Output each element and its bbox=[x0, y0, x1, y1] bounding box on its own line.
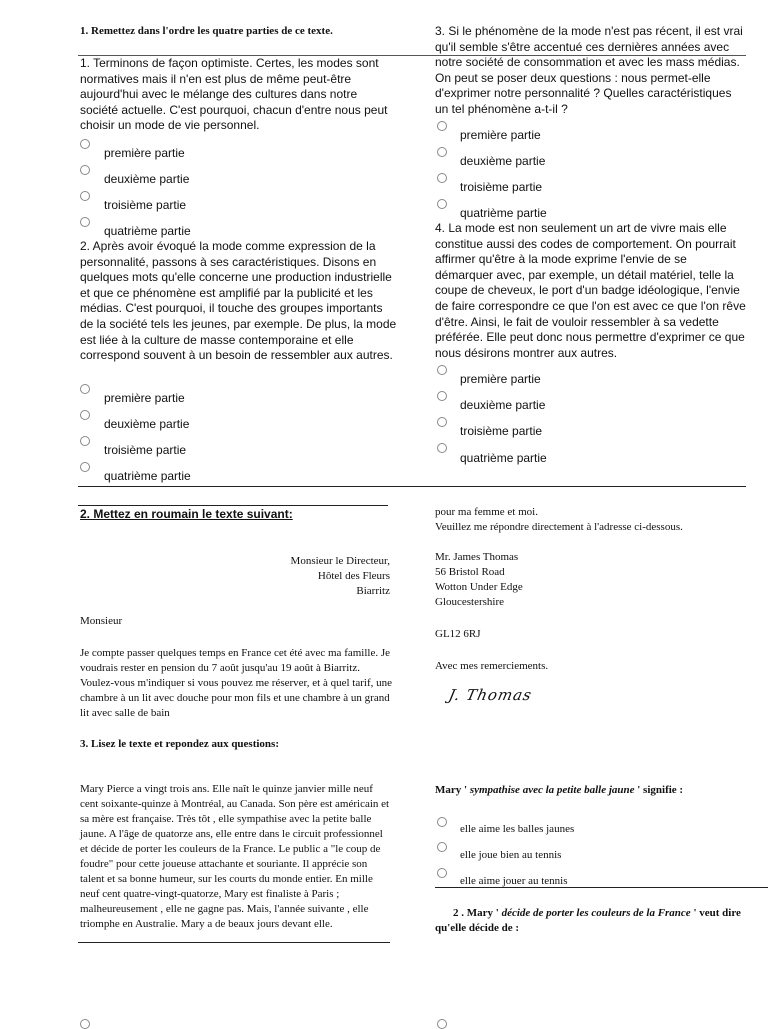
option-label: deuxième partie bbox=[104, 417, 190, 431]
address-line: Hôtel des Fleurs bbox=[317, 570, 390, 582]
signature: J. Thomas bbox=[447, 686, 534, 704]
radio-button[interactable] bbox=[437, 443, 447, 453]
address-line: Wotton Under Edge bbox=[435, 581, 523, 593]
option-label: deuxième partie bbox=[104, 172, 190, 186]
text-part-3: 3. Si le phénomène de la mode n'est pas récent, il est vrai qu'il semble s'être accentué ces dernières années avec notre société de consommation et avec les mass médias. On peut se poser deux questions : nous permet-elle d'exprimer notre personnalité ? Quelles caractéristiques un tel phénomène a-t-il ? bbox=[435, 24, 743, 116]
radio-button[interactable] bbox=[437, 1019, 447, 1029]
address-line: Monsieur le Directeur, bbox=[290, 555, 390, 567]
recipient-address bbox=[230, 554, 390, 599]
radio-button[interactable] bbox=[437, 817, 447, 827]
reading-text: Mary Pierce a vingt trois ans. Elle naît le quinze janvier mille neuf cent soixante-quinze à Montréal, au Canada. Son père est américain et sa mère est française. Très tôt , elle sympathise avec la petite balle jaune. A l'âge de quatorze ans, elle entre dans le circuit professionnel et décide de porter les couleurs de la France. Le public a "le coup de foudre" pour cette joueuse attachante et souriante. Il apprécie son talent et sa bonne humeur, sur les courts du monde entier. En mille neuf cent quatre-vingt-quatorze, Mary est finaliste à Paris ; malheureusement , elle ne gagne pas. Mais, l'année suivante , elle triomphe en Australie. Mary a de beaux jours devant elle. bbox=[80, 783, 390, 930]
letter-salutation: Monsieur bbox=[80, 615, 123, 627]
letter-body: Je compte passer quelques temps en France cet été avec ma famille. Je voudrais rester en pension du 7 août jusqu'au 19 août à Biarritz. Voulez-vous m'indiquer si vous pouvez me réserver, et à quel tarif, une chambre à un lit avec douche pour mon fils et une chambre à un grand lit avec salle de bain bbox=[80, 647, 392, 719]
letter-line: Veuillez me répondre directement à l'adresse ci-dessous. bbox=[435, 521, 683, 533]
radio-button[interactable] bbox=[437, 199, 447, 209]
question-text: Mary ' bbox=[435, 784, 468, 796]
radio-button[interactable] bbox=[437, 868, 447, 878]
text-part-4: 4. La mode est non seulement un art de vivre mais elle constitue aussi des codes de comportement. On pourrait affirmer qu'être à la mode exprime l'envie de se démarquer avec, par exemple, un détail matériel, telle la coupe de cheveux, le port d'un badge idéologique, l'envie de faire correspondre ce que l'on est avec ce que l'on rêve d'être. Ainsi, le fait de vouloir ressembler à sa vedette préférée. Elle peut donc nous permettre d'exprimer ce que nous désirons montrer aux autres. bbox=[435, 221, 746, 360]
exercise-3-title: 3. Lisez le texte et repondez aux questions: bbox=[80, 738, 279, 750]
sender-address bbox=[435, 550, 523, 610]
option-label: première partie bbox=[104, 391, 185, 405]
option-label: première partie bbox=[460, 128, 541, 142]
radio-button[interactable] bbox=[80, 436, 90, 446]
question-quote: décide de porter les couleurs de la France bbox=[501, 907, 691, 919]
radio-button[interactable] bbox=[437, 365, 447, 375]
address-line: Gloucestershire bbox=[435, 596, 505, 608]
letter-body-continued bbox=[435, 505, 750, 535]
radio-button[interactable] bbox=[80, 139, 90, 149]
option-label: deuxième partie bbox=[460, 154, 546, 168]
address-line: Mr. James Thomas bbox=[435, 551, 519, 563]
section-divider bbox=[78, 486, 746, 487]
option-label: quatrième partie bbox=[104, 224, 191, 238]
option-label: première partie bbox=[460, 372, 541, 386]
radio-button[interactable] bbox=[437, 121, 447, 131]
sender-postcode: GL12 6RJ bbox=[435, 628, 481, 640]
radio-button[interactable] bbox=[437, 842, 447, 852]
address-line: 56 Bristol Road bbox=[435, 566, 505, 578]
exercise-1-title: 1. Remettez dans l'ordre les quatre parties de ce texte. bbox=[80, 25, 333, 37]
question-2 bbox=[435, 906, 755, 936]
question-text: 2 . Mary ' bbox=[453, 907, 499, 919]
letter-closing: Avec mes remerciements. bbox=[435, 660, 549, 672]
radio-button[interactable] bbox=[437, 173, 447, 183]
option-label: troisième partie bbox=[460, 424, 543, 438]
option-label: quatrième partie bbox=[104, 469, 191, 483]
divider bbox=[435, 887, 768, 888]
radio-button[interactable] bbox=[437, 147, 447, 157]
radio-button[interactable] bbox=[80, 191, 90, 201]
divider bbox=[78, 505, 388, 506]
radio-button[interactable] bbox=[437, 417, 447, 427]
radio-button[interactable] bbox=[80, 410, 90, 420]
option-label: elle aime les balles jaunes bbox=[460, 823, 575, 835]
radio-button[interactable] bbox=[80, 217, 90, 227]
option-label: première partie bbox=[104, 146, 185, 160]
option-label: troisième partie bbox=[104, 443, 187, 457]
text-part-1: 1. Terminons de façon optimiste. Certes, les modes sont normatives mais il n'en est plus de même peut-être aujourd'hui avec le mélange des cultures dans notre société actuelle. C'est pourquoi, chacun d'entre nous peut choisir un mode de vie personnel. bbox=[80, 56, 388, 133]
option-label: troisième partie bbox=[104, 198, 187, 212]
option-label: deuxième partie bbox=[460, 398, 546, 412]
question-1 bbox=[435, 783, 755, 798]
exercise-2-title: 2. Mettez en roumain le texte suivant: bbox=[80, 507, 293, 521]
radio-button[interactable] bbox=[437, 391, 447, 401]
divider bbox=[78, 942, 390, 943]
option-label: quatrième partie bbox=[460, 451, 547, 465]
text-part-2: 2. Après avoir évoqué la mode comme expression de la personnalité, passons à ses caractéristiques. Disons en quelques mots qu'elle concerne une production industrielle et que ce phénomène est amplifié par la publicité et les médias. C'est pourquoi, il touche des groupes importants de la société tels les jeunes, par exemple. De plus, la mode est liée à la culture de masse contemporaine et elle correspond souvent à un besoin de ressembler aux autres. bbox=[80, 239, 397, 363]
question-quote: sympathise avec la petite balle jaune bbox=[469, 784, 635, 796]
question-text: ' signifie : bbox=[637, 784, 684, 796]
radio-button[interactable] bbox=[80, 462, 90, 472]
option-label: quatrième partie bbox=[460, 206, 547, 220]
question-text: ' veut dire qu'elle décide de : bbox=[435, 907, 741, 934]
radio-button[interactable] bbox=[80, 384, 90, 394]
radio-button[interactable] bbox=[80, 1019, 90, 1029]
radio-button[interactable] bbox=[80, 165, 90, 175]
option-label: elle aime jouer au tennis bbox=[460, 875, 568, 887]
option-label: troisième partie bbox=[460, 180, 543, 194]
option-label: elle joue bien au tennis bbox=[460, 849, 562, 861]
letter-line: pour ma femme et moi. bbox=[435, 506, 538, 518]
address-line: Biarritz bbox=[356, 585, 390, 597]
